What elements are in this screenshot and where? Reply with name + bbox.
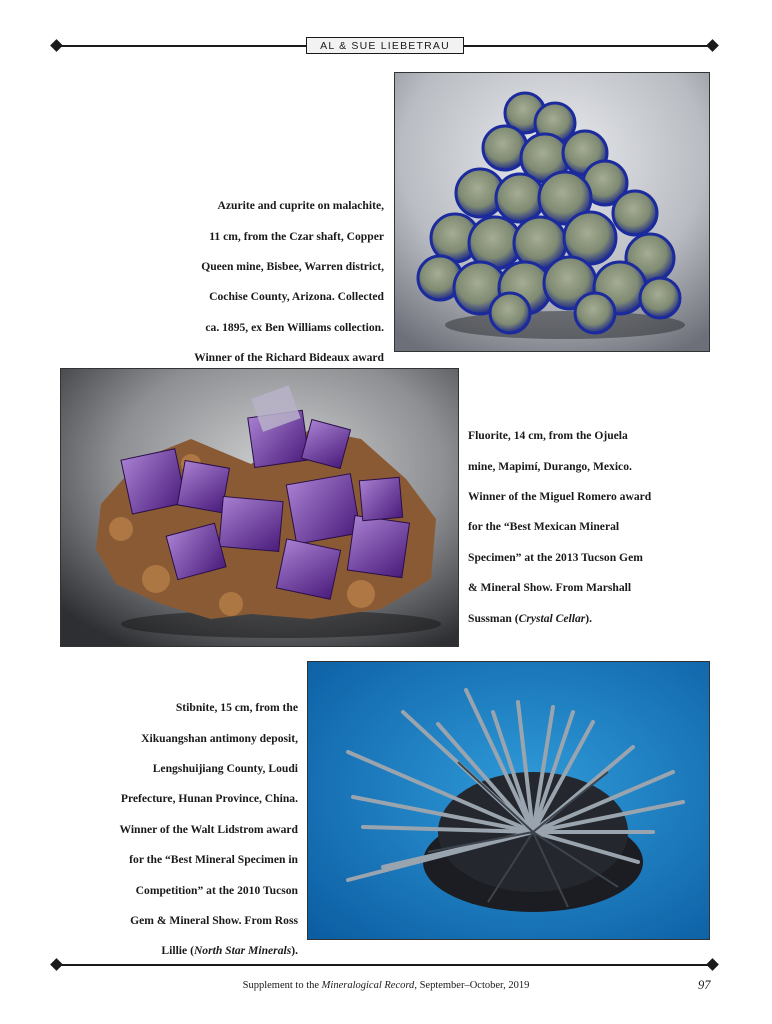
caption-line: Gem & Mineral Show. From Ross: [130, 914, 298, 928]
dealer-name: North Star Minerals: [193, 944, 292, 958]
caption-line: Competition” at the 2010 Tucson: [135, 883, 298, 897]
footer-right-diamond: [706, 958, 719, 971]
caption-line: Winner of the Walt Lidstrom award: [119, 822, 298, 836]
caption-text: Lillie (: [161, 944, 194, 958]
caption-line: Winner of the Miguel Romero award: [468, 490, 652, 504]
caption-line: Lengshuijiang County, Loudi: [152, 762, 298, 776]
dealer-name: Crystal Cellar: [518, 611, 586, 625]
stibnite-photo: [307, 661, 710, 940]
footer-rule: [58, 964, 714, 966]
caption-line-last: [468, 611, 688, 626]
caption-line: Specimen” at the 2013 Tucson Gem: [468, 550, 643, 564]
header-left-diamond: [50, 39, 63, 52]
caption-line: Xikuangshan antimony deposit,: [141, 731, 298, 745]
caption-line: Stibnite, 15 cm, from the: [175, 701, 298, 715]
footer-suffix: , September–October, 2019: [414, 980, 530, 991]
caption-line: Winner of the Richard Bideaux award: [194, 351, 384, 365]
caption-line: 11 cm, from the Czar shaft, Copper: [209, 229, 384, 243]
caption-line: Fluorite, 14 cm, from the Ojuela: [468, 429, 628, 443]
header-right-diamond: [706, 39, 719, 52]
caption-line: & Mineral Show. From Marshall: [468, 581, 632, 595]
page-number: 97: [698, 978, 711, 992]
fluorite-caption: [468, 413, 688, 641]
caption-line: for the “Best Mexican Mineral: [468, 520, 620, 534]
running-header: [306, 37, 464, 54]
running-title: AL & SUE LIEBETRAU: [320, 39, 450, 52]
fluorite-specimen-photo-icon: [61, 369, 459, 647]
footer-prefix: Supplement to the: [242, 980, 322, 991]
caption-line: mine, Mapimí, Durango, Mexico.: [468, 459, 632, 473]
caption-text: Sussman (: [468, 611, 519, 625]
stibnite-caption: [90, 685, 298, 974]
journal-name: Mineralogical Record: [321, 980, 415, 991]
stibnite-specimen-photo-icon: [308, 662, 710, 940]
caption-line: for the “Best Mineral Specimen in: [129, 853, 298, 867]
caption-line: Azurite and cuprite on malachite,: [217, 199, 384, 213]
caption-line: ca. 1895, ex Ben Williams collection.: [205, 320, 384, 334]
footer-citation: [0, 980, 772, 991]
caption-line: Cochise County, Arizona. Collected: [209, 290, 384, 304]
caption-text: ).: [291, 944, 298, 958]
caption-text: ).: [585, 611, 593, 625]
azurite-specimen-photo-icon: [395, 73, 710, 352]
caption-line: Prefecture, Hunan Province, China.: [120, 792, 298, 806]
fluorite-photo: [60, 368, 459, 647]
caption-line-last: [90, 943, 298, 958]
azurite-photo: [394, 72, 710, 352]
footer-left-diamond: [50, 958, 63, 971]
caption-line: Queen mine, Bisbee, Warren district,: [201, 260, 384, 274]
